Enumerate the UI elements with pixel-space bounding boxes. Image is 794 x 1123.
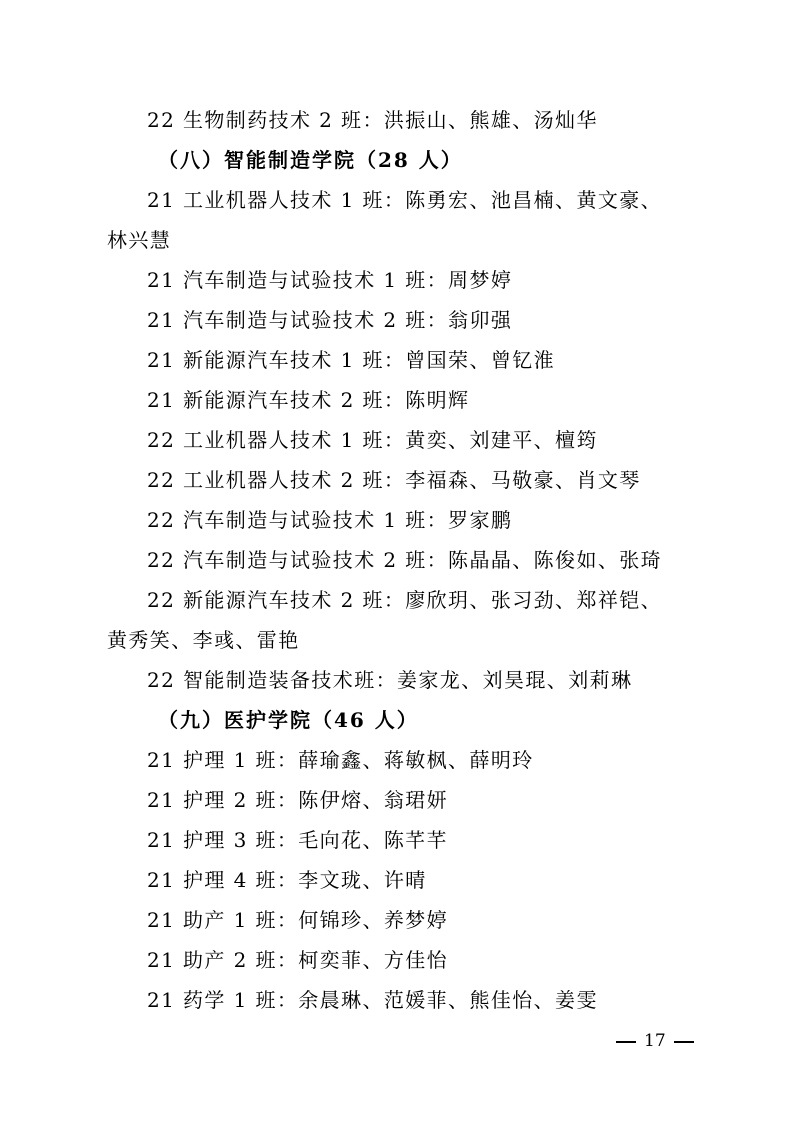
class-entry: 22 汽车制造与试验技术 1 班：罗家鹏 bbox=[147, 508, 513, 532]
class-entry: 21 助产 2 班：柯奕菲、方佳怡 bbox=[147, 948, 449, 972]
class-entry: 21 汽车制造与试验技术 1 班：周梦婷 bbox=[147, 268, 513, 292]
class-entry: 21 新能源汽车技术 2 班：陈明辉 bbox=[147, 388, 470, 412]
footer-dash-right bbox=[674, 1041, 694, 1043]
class-entry-continuation: 黄秀笑、李彧、雷艳 bbox=[107, 628, 300, 652]
class-entry: 21 护理 1 班：薛瑜鑫、蒋敏枫、薛明玲 bbox=[147, 748, 534, 772]
page-footer bbox=[608, 1030, 702, 1052]
class-entry: 21 护理 2 班：陈伊熔、翁珺妍 bbox=[147, 788, 449, 812]
class-entry: 22 智能制造装备技术班：姜家龙、刘昊琨、刘莉琳 bbox=[147, 668, 633, 692]
footer-dash-left bbox=[616, 1041, 636, 1043]
class-entry: 21 新能源汽车技术 1 班：曾国荣、曾钇淮 bbox=[147, 348, 556, 372]
class-entry: 21 护理 3 班：毛向花、陈芊芊 bbox=[147, 828, 449, 852]
class-entry: 21 汽车制造与试验技术 2 班：翁卯强 bbox=[147, 308, 513, 332]
class-entry: 22 汽车制造与试验技术 2 班：陈晶晶、陈俊如、张琦 bbox=[147, 548, 663, 572]
class-entry: 22 工业机器人技术 2 班：李福森、马敬豪、肖文琴 bbox=[147, 468, 641, 492]
class-entry: 22 工业机器人技术 1 班：黄奕、刘建平、檀筠 bbox=[147, 428, 598, 452]
class-entry-continuation: 林兴慧 bbox=[107, 228, 172, 252]
class-entry: 21 助产 1 班：何锦珍、养梦婷 bbox=[147, 908, 449, 932]
section-heading: （九）医护学院（46 人） bbox=[158, 708, 419, 732]
section-heading: （八）智能制造学院（28 人） bbox=[158, 148, 463, 172]
class-entry: 21 工业机器人技术 1 班：陈勇宏、池昌楠、黄文豪、 bbox=[147, 188, 663, 212]
page-number: 17 bbox=[644, 1031, 666, 1051]
class-entry: 21 护理 4 班：李文珑、许晴 bbox=[147, 868, 427, 892]
class-entry: 22 新能源汽车技术 2 班：廖欣玥、张习劲、郑祥铠、 bbox=[147, 588, 663, 612]
class-entry: 21 药学 1 班：余晨琳、范媛菲、熊佳怡、姜雯 bbox=[147, 988, 598, 1012]
class-entry: 22 生物制药技术 2 班：洪振山、熊雄、汤灿华 bbox=[147, 108, 598, 132]
